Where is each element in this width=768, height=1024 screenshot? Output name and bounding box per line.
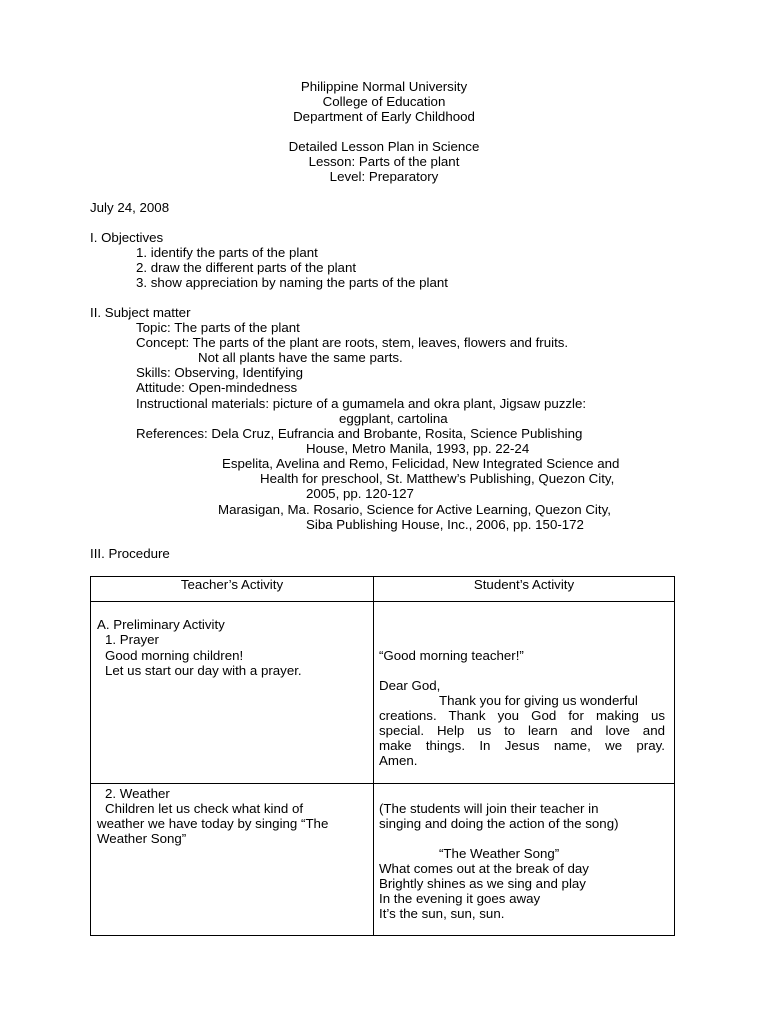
objectives-heading: I. Objectives — [90, 230, 164, 245]
cell-line: Dear God, — [379, 678, 441, 693]
cell-line: (The students will join their teacher in — [379, 801, 599, 816]
subject-matter-heading: II. Subject matter — [90, 305, 191, 320]
reference-line: References: Dela Cruz, Eufrancia and Brobante, Rosita, Science Publishing — [136, 426, 583, 441]
teacher-cell — [91, 602, 374, 784]
procedure-table — [90, 576, 675, 936]
cell-line: 2. Weather — [105, 786, 170, 801]
skills-line: Skills: Observing, Identifying — [136, 365, 304, 380]
reference-line-continued: House, Metro Manila, 1993, pp. 22-24 — [306, 441, 530, 456]
cell-line: weather we have today by singing “The — [97, 816, 329, 831]
cell-line: Children let us check what kind of — [105, 801, 304, 816]
department-name: Department of Early Childhood — [293, 109, 475, 124]
cell-line: What comes out at the break of day — [379, 861, 589, 876]
student-cell — [374, 602, 675, 784]
college-name: College of Education — [322, 94, 446, 109]
concept-line-continued: Not all plants have the same parts. — [198, 350, 403, 365]
cell-line: It’s the sun, sun, sun. — [379, 906, 505, 921]
cell-line: Brightly shines as we sing and play — [379, 876, 586, 891]
table-row — [91, 602, 675, 784]
reference-line-continued: Health for preschool, St. Matthew’s Publishing, Quezon City, — [260, 471, 615, 486]
reference-line-continued: Siba Publishing House, Inc., 2006, pp. 150-172 — [306, 517, 584, 532]
objective-item: 2. draw the different parts of the plant — [136, 260, 357, 275]
reference-line: Marasigan, Ma. Rosario, Science for Active Learning, Quezon City, — [218, 502, 611, 517]
topic-line: Topic: The parts of the plant — [136, 320, 300, 335]
lesson-date: July 24, 2008 — [90, 200, 170, 215]
plan-title: Detailed Lesson Plan in Science — [288, 139, 480, 154]
cell-line: Let us start our day with a prayer. — [105, 663, 302, 678]
cell-line: singing and doing the action of the song) — [379, 816, 619, 831]
materials-line-continued: eggplant, cartolina — [339, 411, 448, 426]
cell-line: “Good morning teacher!” — [379, 648, 524, 663]
university-name: Philippine Normal University — [300, 79, 468, 94]
cell-line: A. Preliminary Activity — [97, 617, 225, 632]
teacher-activity-header: Teacher’s Activity — [91, 577, 374, 602]
objective-item: 3. show appreciation by naming the parts of the plant — [136, 275, 448, 290]
attitude-line: Attitude: Open-mindedness — [136, 380, 298, 395]
cell-line: Weather Song” — [97, 831, 187, 846]
cell-line: “The Weather Song” — [439, 846, 560, 861]
teacher-cell — [91, 784, 374, 936]
materials-line: Instructional materials: picture of a gumamela and okra plant, Jigsaw puzzle: — [136, 396, 587, 411]
cell-line: creations. Thank you God for making us — [379, 708, 665, 723]
cell-line: make things. In Jesus name, we pray. — [379, 738, 665, 753]
table-row — [91, 784, 675, 936]
cell-line: Thank you for giving us wonderful — [439, 693, 638, 708]
procedure-heading: III. Procedure — [90, 546, 170, 561]
student-cell — [374, 784, 675, 936]
reference-line: Espelita, Avelina and Remo, Felicidad, New Integrated Science and — [222, 456, 620, 471]
cell-line: Good morning children! — [105, 648, 244, 663]
student-activity-header: Student’s Activity — [374, 577, 675, 602]
cell-line: Amen. — [379, 753, 418, 768]
lesson-level: Level: Preparatory — [329, 169, 439, 184]
table-header-row — [91, 577, 675, 602]
cell-line: In the evening it goes away — [379, 891, 541, 906]
objective-item: 1. identify the parts of the plant — [136, 245, 318, 260]
concept-line: Concept: The parts of the plant are roots, stem, leaves, flowers and fruits. — [136, 335, 569, 350]
lesson-title: Lesson: Parts of the plant — [308, 154, 460, 169]
cell-line: 1. Prayer — [105, 632, 159, 647]
cell-line: special. Help us to learn and love and — [379, 723, 665, 738]
reference-line-continued: 2005, pp. 120-127 — [306, 486, 414, 501]
